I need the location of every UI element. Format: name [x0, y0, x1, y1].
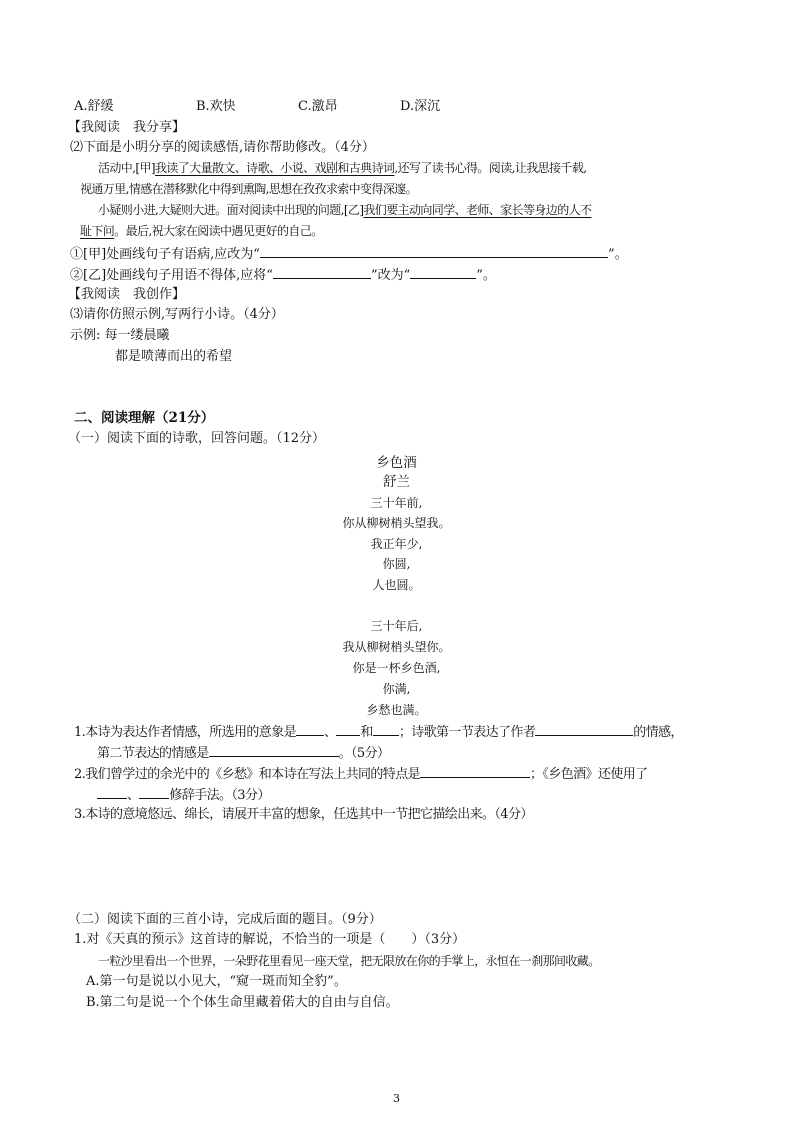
question-1-line-2	[97, 744, 389, 762]
paragraph-2-line-2	[80, 224, 323, 238]
fix-2-blank-1[interactable]	[273, 266, 371, 279]
fix-2-pre: ②[乙]处画线句子用语不得体,应将“	[70, 268, 273, 283]
poem-line: 你圆,	[382, 557, 411, 571]
poem-line: 我正年少,	[370, 537, 423, 551]
part2-option-a: A.第一句是说以小见大，“窥一斑而知全豹”。	[86, 974, 347, 989]
fix-1	[70, 245, 628, 263]
paragraph-2-pre: 小疑则小进,大疑则大进。面对阅读中出现的问题,[乙]	[98, 203, 364, 217]
q2-stem: ⑵下面是小明分享的阅读感悟,请你帮助修改。（4分）	[70, 140, 375, 155]
fix-1-blank[interactable]	[260, 245, 608, 258]
q2-text-a: 2.我们曾学过的余光中的《乡愁》和本诗在写法上共同的特点是	[74, 767, 421, 782]
question-2-line-2	[97, 786, 270, 804]
question-2-line-1	[74, 765, 648, 783]
q1-line2-score: 。（5分）	[338, 746, 390, 761]
part2-option-b: B.第二句是说一个个体生命里藏着偌大的自由与自信。	[86, 995, 399, 1010]
paragraph-1-line-1	[98, 161, 586, 175]
q1-blank-3[interactable]	[373, 723, 399, 736]
paragraph-2-line-1	[98, 203, 591, 217]
paragraph-2-post: 。最后,祝大家在阅读中遇见更好的自己。	[114, 224, 323, 238]
q1-text-b: ；诗歌第一节表达了作者	[398, 725, 536, 740]
poem-line: 你从柳树梢头望我。	[342, 516, 451, 530]
paragraph-1-underlined: 我读了大量散文、诗歌、小说、戏剧和古典诗词	[154, 161, 395, 175]
page-number: 3	[393, 1092, 400, 1105]
q1-text-c: 的情感，	[633, 725, 683, 740]
q3-stem: ⑶请你仿照示例,写两行小诗。（4分）	[70, 307, 284, 322]
poem-line: 你满,	[382, 682, 411, 696]
fix-1-post: ”。	[607, 247, 628, 262]
poem-line: 三十年后,	[370, 619, 423, 633]
paragraph-1-post: ,还写了读书心得。阅读,让我思接千载,	[394, 161, 587, 175]
header-create: 【我阅读 我创作】	[68, 287, 186, 302]
q2-blank-1[interactable]	[420, 765, 530, 778]
fix-2	[70, 266, 496, 284]
option-a: A.舒缓	[74, 99, 114, 114]
part2-question-1: 1.对《天真的预示》这首诗的解说，不恰当的一项是（ ）（3分）	[74, 932, 466, 947]
poem-author: 舒兰	[383, 474, 410, 490]
option-b: B.欢快	[196, 99, 236, 114]
section-2-sub-1: （一）阅读下面的诗歌，回答问题。（12分）	[68, 431, 326, 446]
fix-1-pre: ①[甲]处画线句子有语病,应改为“	[70, 247, 260, 262]
q1-blank-5[interactable]	[209, 744, 339, 757]
option-c: C.激昂	[298, 99, 338, 114]
example-line-2: 都是喷薄而出的希望	[115, 349, 233, 364]
q1-line2-text: 第二节表达的情感是	[97, 746, 209, 761]
paragraph-1-line-2: 视通万里,情感在潜移默化中得到熏陶,思想在孜孜求索中变得深邃。	[80, 182, 418, 196]
q1-and: 和	[360, 725, 373, 740]
poem-line: 三十年前,	[370, 496, 423, 510]
poem-quote: 一粒沙里看出一个世界，一朵野花里看见一座天堂，把无限放在你的手掌上，永恒在一刹那间收藏。	[98, 954, 600, 968]
option-d: D.深沉	[400, 99, 441, 114]
paragraph-2-underlined-2: 耻下问	[80, 224, 115, 238]
q2-text-b: ；《乡色酒》还使用了	[530, 767, 648, 782]
header-share: 【我阅读 我分享】	[68, 120, 186, 135]
paragraph-1-pre: 活动中,[甲]	[98, 161, 155, 175]
q1-blank-1[interactable]	[296, 723, 324, 736]
q2-sep: 、	[127, 788, 140, 803]
poem-title: 乡色酒	[376, 455, 417, 471]
poem-line: 你是一杯乡色酒,	[352, 661, 441, 675]
poem-line: 乡愁也满。	[366, 703, 427, 717]
question-3: 3.本诗的意境悠远、绵长，请展开丰富的想象，任选其中一节把它描绘出来。（4分）	[74, 807, 533, 822]
fix-2-post: ”。	[476, 268, 496, 283]
q1-sep: 、	[324, 725, 337, 740]
q1-blank-4[interactable]	[535, 723, 633, 736]
section-2-title: 二、阅读理解（21分）	[74, 410, 215, 426]
poem-line: 我从柳树梢头望你。	[342, 640, 451, 654]
fix-2-mid: ”改为“	[370, 268, 411, 283]
example-label: 示例: 每一缕晨曦	[70, 328, 170, 343]
q1-blank-2[interactable]	[336, 723, 360, 736]
section-2-sub-2: （二）阅读下面的三首小诗，完成后面的题目。（9分）	[68, 912, 382, 927]
poem-line: 人也圆。	[372, 578, 421, 592]
q1-text-a: 1.本诗为表达作者情感，所选用的意象是	[74, 725, 297, 740]
fix-2-blank-2[interactable]	[410, 266, 476, 279]
paragraph-2-underlined: 我们要主动向同学、老师、家长等身边的人不	[363, 203, 592, 217]
q2-line2-text: 修辞手法。（3分）	[169, 788, 270, 803]
q2-blank-2[interactable]	[97, 786, 127, 799]
q2-blank-3[interactable]	[139, 786, 169, 799]
question-1-line-1	[74, 723, 683, 741]
